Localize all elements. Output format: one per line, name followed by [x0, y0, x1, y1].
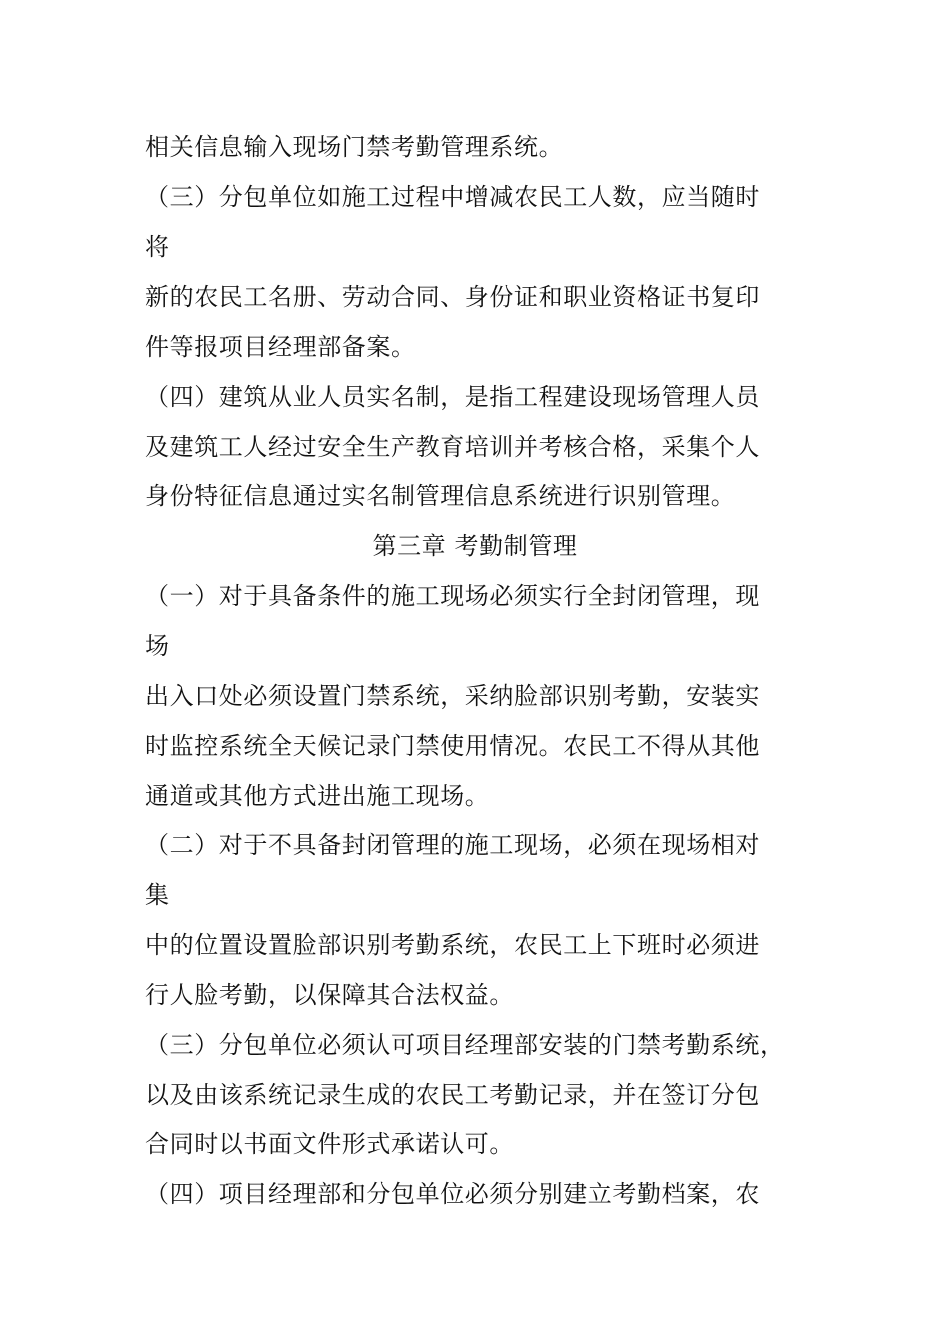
- text-line: 通道或其他方式进出施工现场。: [145, 782, 490, 810]
- text-line: 将: [145, 233, 170, 261]
- chapter-heading: 第三章 考勤制管理: [372, 532, 578, 560]
- text-line: （四）建筑从业人员实名制，是指工程建设现场管理人员: [145, 383, 760, 411]
- text-line: 集: [145, 881, 170, 909]
- text-line: 件等报项目经理部备案。: [145, 333, 416, 361]
- text-line: 及建筑工人经过安全生产教育培训并考核合格，采集个人: [145, 433, 760, 461]
- text-line: （四）项目经理部和分包单位必须分别建立考勤档案，农: [145, 1180, 760, 1208]
- text-line: 行人脸考勤，以保障其合法权益。: [145, 981, 514, 1009]
- text-line: 中的位置设置脸部识别考勤系统，农民工上下班时必须进: [145, 931, 760, 959]
- text-line: （三）分包单位如施工过程中增减农民工人数，应当随时: [145, 183, 760, 211]
- text-line: 时监控系统全天候记录门禁使用情况。农民工不得从其他: [145, 732, 760, 760]
- text-line: 以及由该系统记录生成的农民工考勤记录，并在签订分包: [145, 1081, 760, 1109]
- text-line: 新的农民工名册、劳动合同、身份证和职业资格证书复印: [145, 283, 760, 311]
- text-line: 相关信息输入现场门禁考勤管理系统。: [145, 133, 564, 161]
- text-line: 合同时以书面文件形式承诺认可。: [145, 1130, 514, 1158]
- text-line: （一）对于具备条件的施工现场必须实行全封闭管理，现: [145, 582, 760, 610]
- text-line: （二）对于不具备封闭管理的施工现场，必须在现场相对: [145, 831, 760, 859]
- text-line: 身份特征信息通过实名制管理信息系统进行识别管理。: [145, 482, 736, 510]
- text-line: （三）分包单位必须认可项目经理部安装的门禁考勤系统，: [145, 1031, 785, 1059]
- text-line: 出入口处必须设置门禁系统，采纳脸部识别考勤，安装实: [145, 682, 760, 710]
- text-line: 场: [145, 632, 170, 660]
